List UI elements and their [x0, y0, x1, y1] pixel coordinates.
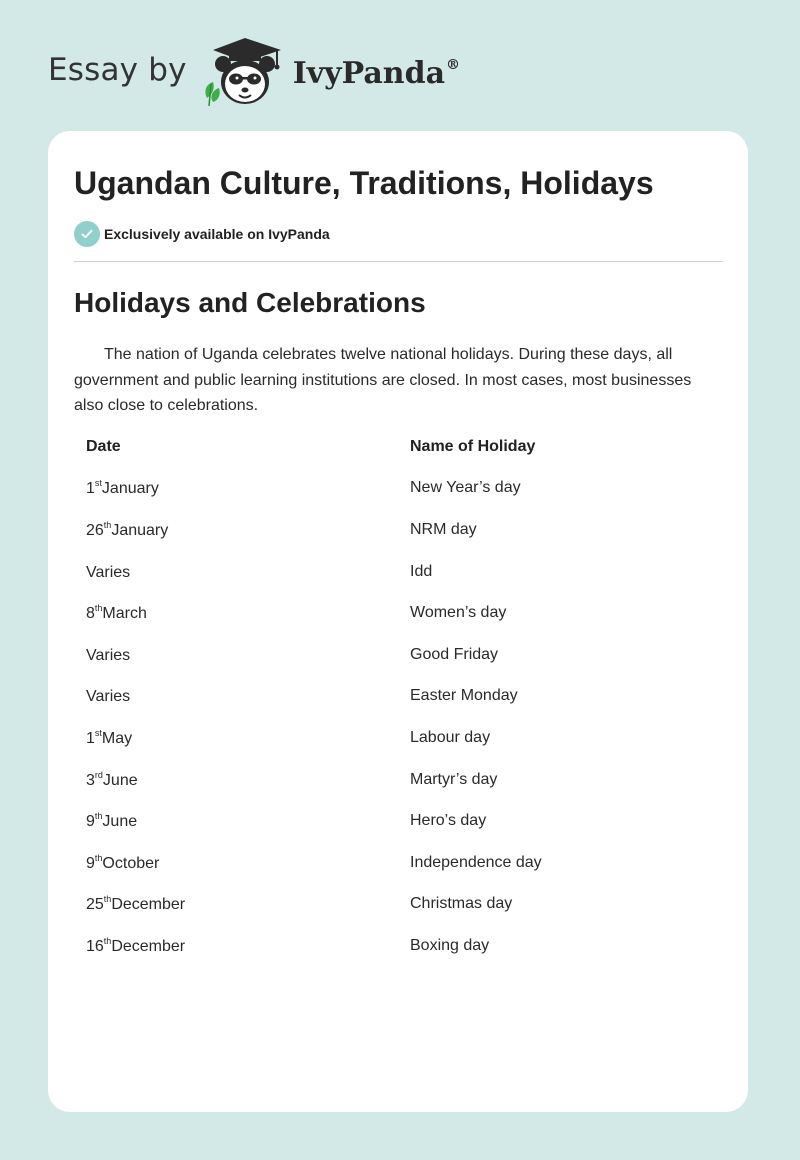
- holidays-table: [86, 426, 706, 967]
- holiday-name-cell: Hero’s day: [410, 812, 487, 830]
- site-header: [48, 36, 460, 108]
- table-row: [86, 759, 706, 801]
- holiday-name-cell: Easter Monday: [410, 687, 518, 705]
- date-cell: 26thJanuary: [86, 519, 169, 539]
- table-row: [86, 551, 706, 593]
- date-cell: Varies: [86, 688, 131, 706]
- holiday-name-cell: Labour day: [410, 728, 491, 746]
- table-row: [86, 717, 706, 759]
- check-circle-icon: [74, 221, 100, 247]
- panda-graduate-icon[interactable]: [199, 36, 291, 108]
- divider: [74, 261, 723, 262]
- table-row: [86, 925, 706, 967]
- table-row: [86, 634, 706, 676]
- table-row: [86, 884, 706, 926]
- holiday-name-cell: Martyr’s day: [410, 770, 498, 788]
- holiday-name-cell: New Year’s day: [410, 479, 521, 497]
- brand-name[interactable]: IvyPanda®: [292, 55, 461, 91]
- date-cell: 9thOctober: [86, 852, 160, 872]
- date-cell: 25thDecember: [86, 894, 186, 914]
- holiday-name-cell: Idd: [410, 562, 433, 580]
- table-row: [86, 676, 706, 718]
- intro-paragraph: The nation of Uganda celebrates twelve national holidays. During these days, all government and public learning institutions are closed. In most cases, most businesses also close to celebrations.: [74, 346, 692, 414]
- exclusive-badge-label: Exclusively available on IvyPanda: [104, 226, 330, 242]
- holiday-name-cell: NRM day: [410, 520, 477, 538]
- table-row: [86, 800, 706, 842]
- header-date: Date: [86, 437, 121, 455]
- holiday-name-cell: Independence day: [410, 853, 542, 871]
- date-cell: Varies: [86, 563, 131, 581]
- date-cell: 1stJanuary: [86, 478, 159, 498]
- header-holiday-name: Name of Holiday: [410, 437, 536, 455]
- date-cell: 3rdJune: [86, 769, 138, 789]
- registered-mark: ®: [446, 56, 461, 73]
- table-row: [86, 592, 706, 634]
- holiday-name-cell: Good Friday: [410, 645, 499, 663]
- date-cell: 16thDecember: [86, 935, 186, 955]
- date-cell: 9thJune: [86, 811, 138, 831]
- table-row: [86, 509, 706, 551]
- table-header-row: [86, 426, 706, 468]
- date-cell: 1stMay: [86, 727, 133, 747]
- holiday-name-cell: Women’s day: [410, 604, 507, 622]
- section-heading: Holidays and Celebrations: [74, 287, 426, 318]
- table-row: [86, 468, 706, 510]
- page-title: Ugandan Culture, Traditions, Holidays: [74, 165, 654, 201]
- table-row: [86, 842, 706, 884]
- date-cell: Varies: [86, 646, 131, 664]
- holiday-name-cell: Boxing day: [410, 936, 490, 954]
- date-cell: 8thMarch: [86, 603, 147, 623]
- exclusive-badge: [74, 221, 330, 247]
- essay-by-label: Essay by: [48, 52, 187, 88]
- article-card: [48, 131, 748, 1112]
- holiday-name-cell: Christmas day: [410, 895, 513, 913]
